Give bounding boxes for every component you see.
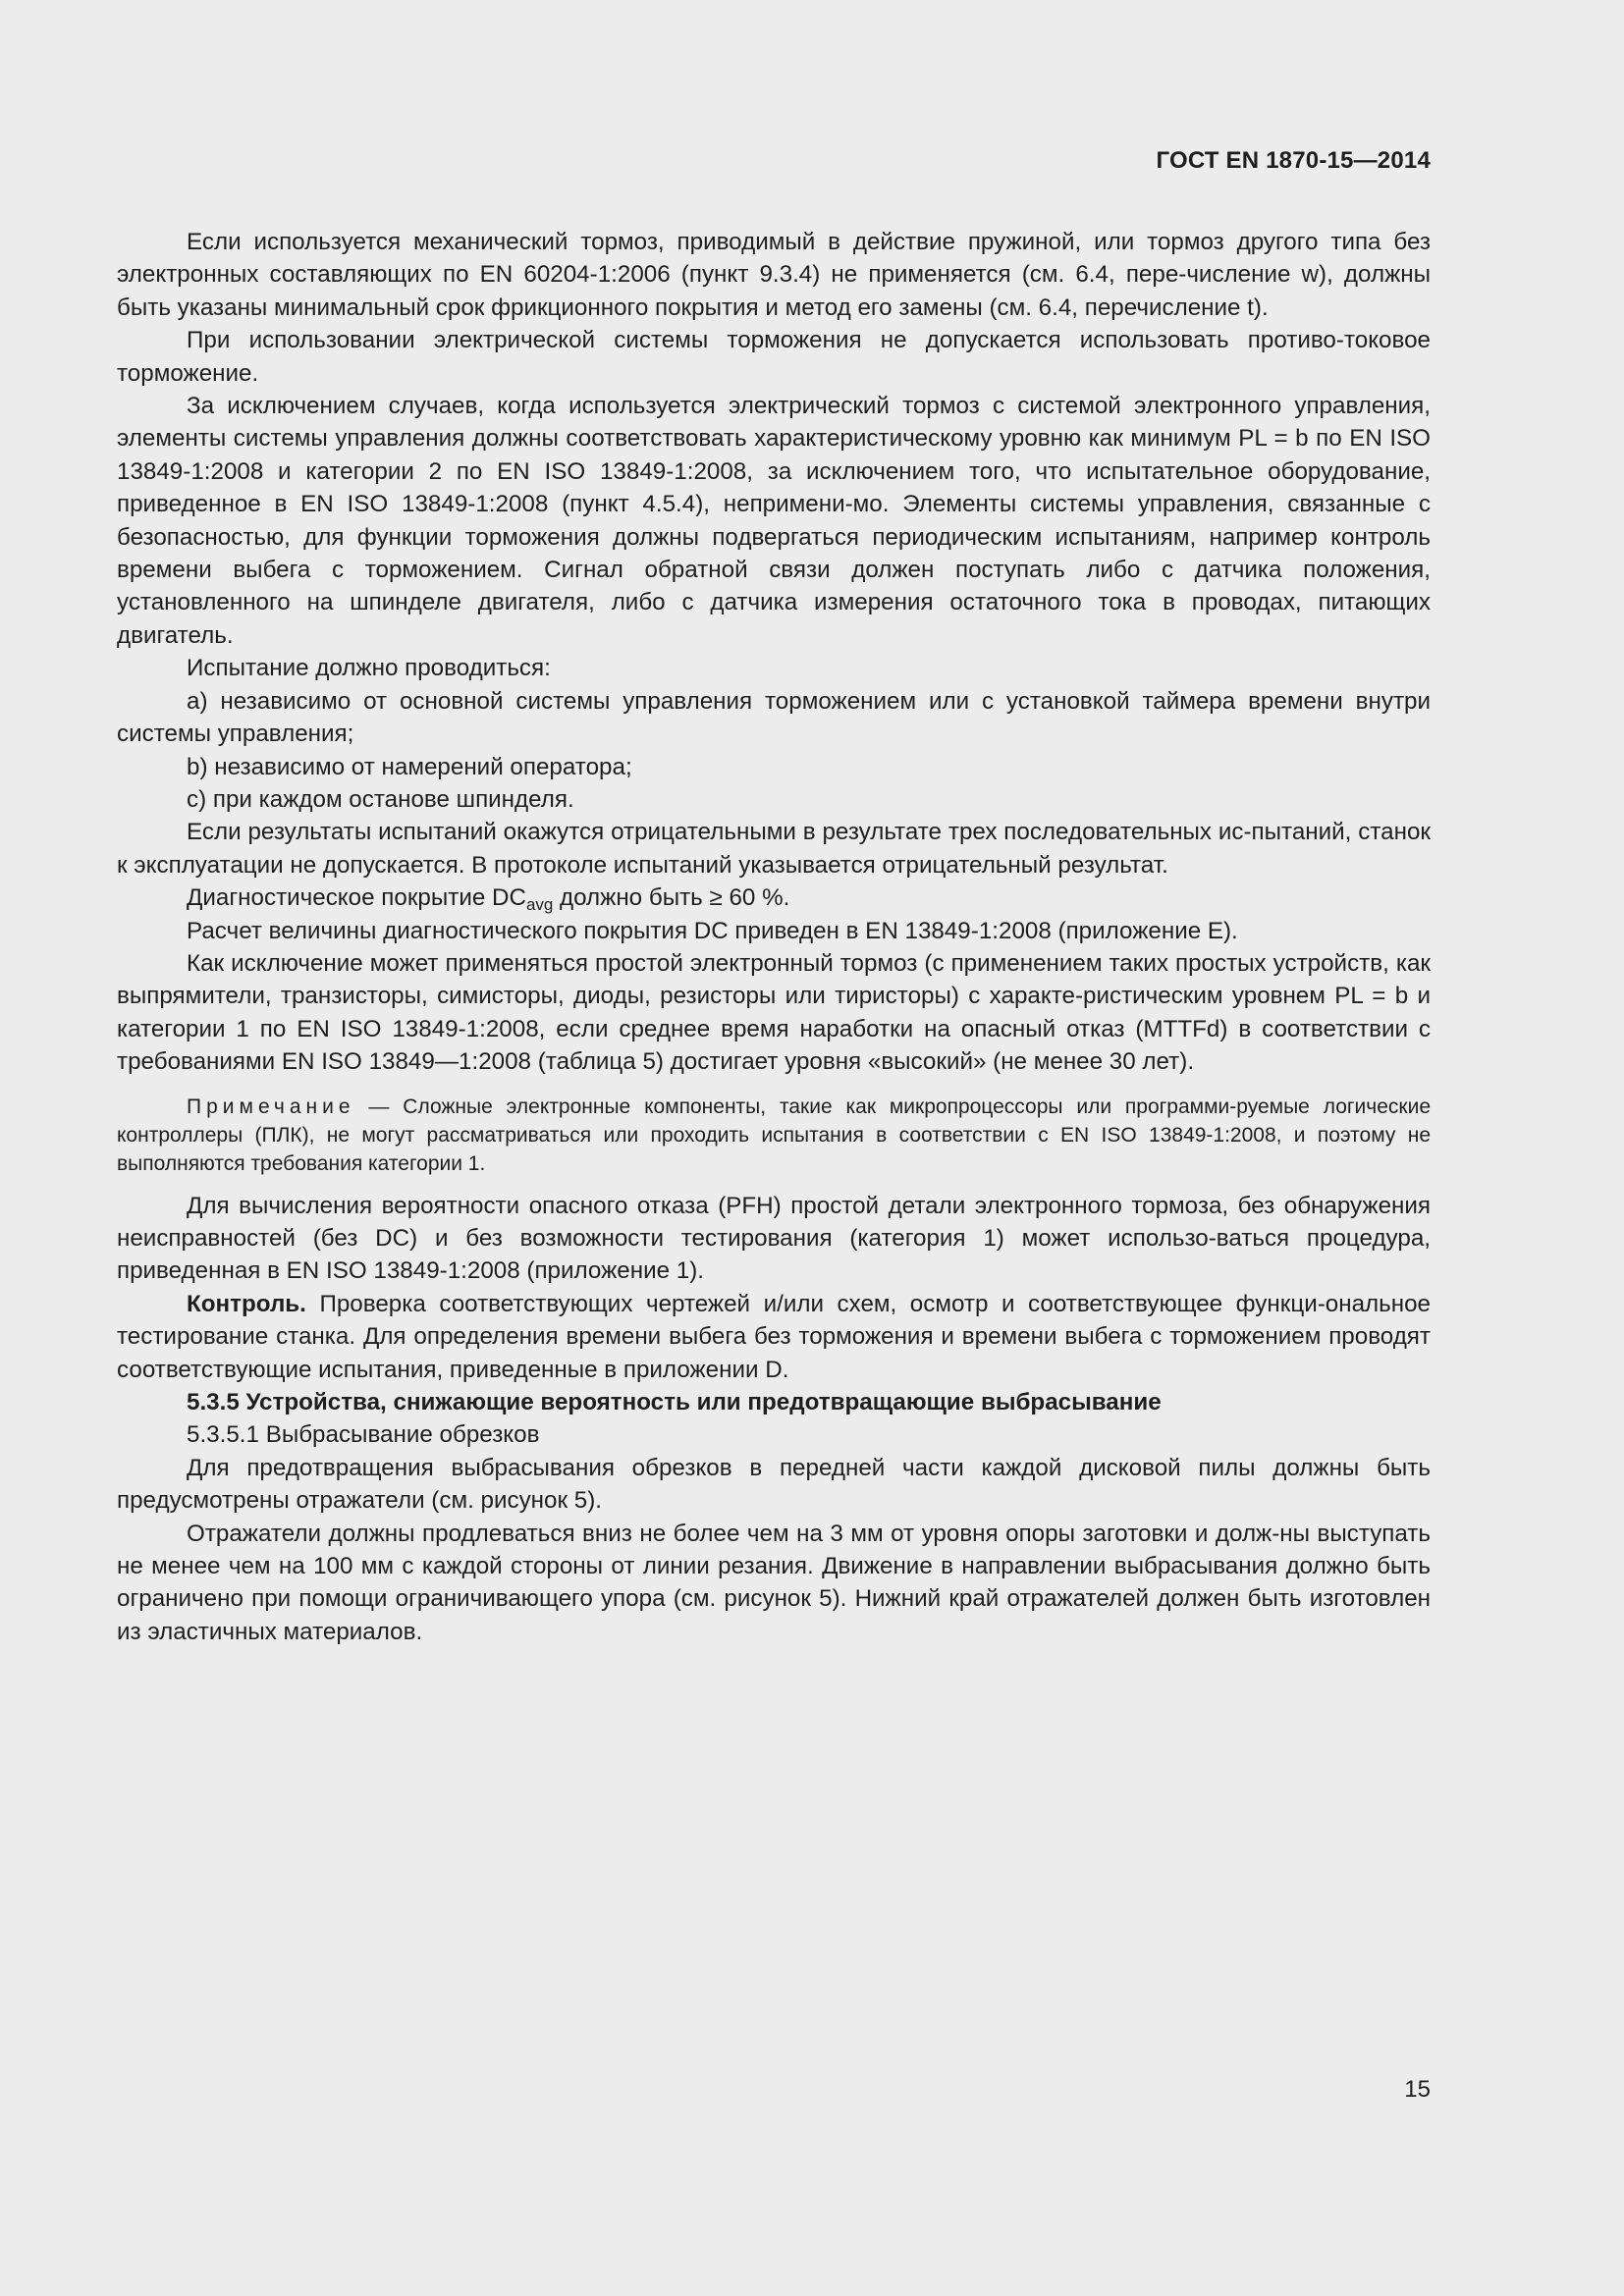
dc-text: Диагностическое покрытие DC — [187, 884, 526, 912]
paragraph: Для вычисления вероятности опасного отказа (PFH) простой детали электронного тормоза, без обнаружения неисправностей (без DC) и без возможности тестирования (категория 1) может использо-ваться процедура, приведенная в EN ISO 13849-1:2008 (приложение 1). — [117, 1192, 1431, 1285]
section-heading: 5.3.5 Устройства, снижающие вероятность или предотвращающие выбрасывание — [187, 1389, 1162, 1415]
note — [117, 1093, 1431, 1178]
paragraph: Отражатели должны продлеваться вниз не более чем на 3 мм от уровня опоры заготовки и долж-ны выступать не менее чем на 100 мм с каждой стороны от линии резания. Движение в направлении выбрасывания должно быть ограничено при помощи ограничивающего упора (см. рисунок 5). Нижний край отражателей должен быть изготовлен из эластичных материалов. — [117, 1520, 1431, 1645]
paragraph: Если результаты испытаний окажутся отрицательными в результате трех последовательных ис-пытаний, станок к эксплуатации не допускается. В протоколе испытаний указывается отрицательный результат. — [117, 819, 1431, 879]
paragraph: Как исключение может применяться простой электронный тормоз (с применением таких простых устройств, как выпрямители, транзисторы, симисторы, диоды, резисторы или тиристоры) с характе-ристическим уровнем PL = b и категории 1 по EN ISO 13849-1:2008, если среднее время наработки на опасный отказ (MTTFd) в соответствии с требованиями EN ISO 13849—1:2008 (таблица 5) достигает уровня «высокий» (не менее 30 лет). — [117, 949, 1431, 1076]
dc-text-end: должно быть ≥ 60 %. — [553, 884, 790, 912]
subsection-heading: 5.3.5.1 Выбрасывание обрезков — [187, 1421, 540, 1449]
paragraph: При использовании электрической системы торможения не допускается использовать противо-токовое торможение. — [117, 327, 1431, 387]
list-item-a: a) независимо от основной системы управления торможением или с установкой таймера времени внутри системы управления; — [117, 687, 1431, 748]
control-text: Проверка соответствующих чертежей и/или схем, осмотр и соответствующее функци-ональное тестирование станка. Для определения времени выбега без торможения и времени выбега с торможением проводят соответствующие испытания, приведенные в приложении D. — [117, 1290, 1431, 1383]
list-item-b: b) независимо от намерений оператора; — [187, 753, 632, 780]
document-header: ГОСТ EN 1870-15—2014 — [1156, 147, 1431, 174]
note-label: Примечание — [187, 1095, 355, 1118]
paragraph: Испытание должно проводиться: — [187, 655, 551, 682]
page-number: 15 — [1404, 2076, 1431, 2103]
paragraph: Если используется механический тормоз, приводимый в действие пружиной, или тормоз другого типа без электронных составляющих по EN 60204-1:2006 (пункт 9.3.4) не применяется (см. 6.4, пере-числение w), должны быть указаны минимальный срок фрикционного покрытия и метод его замены (см. 6.4, перечисление t). — [117, 229, 1431, 321]
paragraph-diagnostic-coverage — [117, 881, 1431, 914]
paragraph-control — [117, 1288, 1431, 1386]
paragraph: Для предотвращения выбрасывания обрезков в передней части каждой дисковой пилы должны быть предусмотрены отражатели (см. рисунок 5). — [117, 1454, 1431, 1515]
dc-subscript: avg — [525, 895, 554, 915]
paragraph: За исключением случаев, когда используется электрический тормоз с системой электронного управления, элементы системы управления должны соответствовать характеристическому уровню как минимум PL = b по EN ISO 13849-1:2008 и категории 2 по EN ISO 13849-1:2008, за исключением того, что испытательное оборудование, приведенное в EN ISO 13849-1:2008 (пункт 4.5.4), непримени-мо. Элементы системы управления, связанные с безопасностью, для функции торможения должны подвергаться периодическим испытаниям, например контроль времени выбега с торможением. Сигнал обратной связи должен поступать либо с датчика положения, установленного на шпинделе двигателя, либо с датчика измерения остаточного тока в проводах, питающих двигатель. — [117, 393, 1431, 649]
paragraph: Расчет величины диагностического покрытия DC приведен в EN 13849-1:2008 (приложение E). — [187, 917, 1238, 944]
note-text: — Сложные электронные компоненты, такие как микропроцессоры или программи-руемые логические контроллеры (ПЛК), не могут рассматриваться или проходить испытания в соответствии с EN ISO 13849-1:2008, и поэтому не выполняются требования категории 1. — [117, 1095, 1431, 1175]
control-label: Контроль. — [187, 1290, 306, 1317]
document-body — [117, 226, 1431, 1648]
list-item-c: c) при каждом останове шпинделя. — [187, 785, 574, 813]
